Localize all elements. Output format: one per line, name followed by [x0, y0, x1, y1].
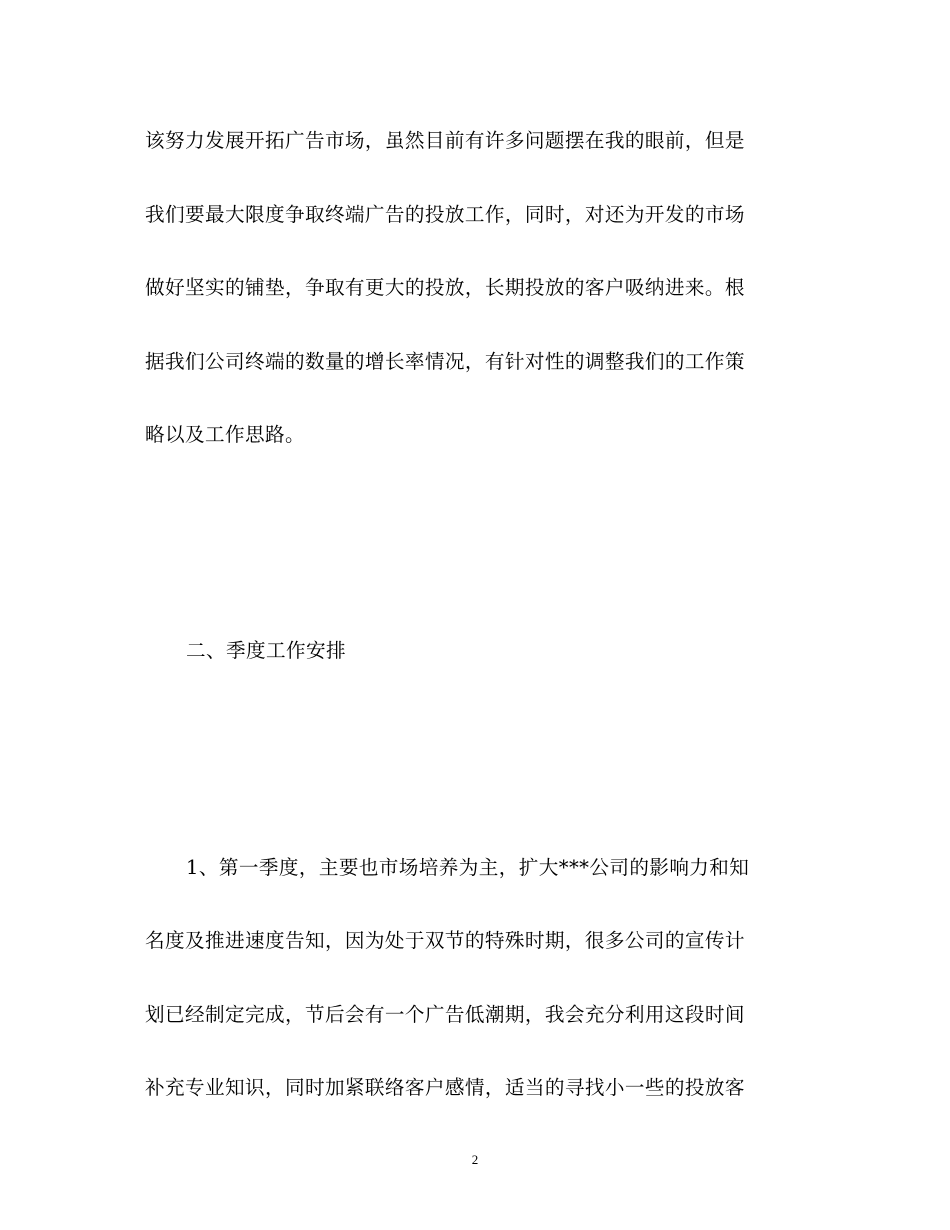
section-heading: 二、季度工作安排	[186, 639, 346, 662]
paragraph-line: 该努力发展开拓广告市场，虽然目前有许多问题摆在我的眼前，但是	[145, 129, 745, 152]
paragraph-line: 据我们公司终端的数量的增长率情况，有针对性的调整我们的工作策	[145, 350, 745, 373]
paragraph-line: 1、第一季度，主要也市场培养为主，扩大***公司的影响力和知	[186, 856, 750, 879]
page-number: 2	[471, 1152, 479, 1167]
paragraph-line: 名度及推进速度告知，因为处于双节的特殊时期，很多公司的宣传计	[145, 929, 745, 952]
paragraph-line: 做好坚实的铺垫，争取有更大的投放，长期投放的客户吸纳进来。根	[145, 276, 745, 299]
paragraph-line: 我们要最大限度争取终端广告的投放工作，同时，对还为开发的市场	[145, 203, 745, 226]
paragraph-line: 略以及工作思路。	[145, 423, 305, 446]
paragraph-line: 补充专业知识，同时加紧联络客户感情，适当的寻找小一些的投放客	[145, 1076, 745, 1099]
paragraph-line: 划已经制定完成，节后会有一个广告低潮期，我会充分利用这段时间	[145, 1003, 745, 1026]
